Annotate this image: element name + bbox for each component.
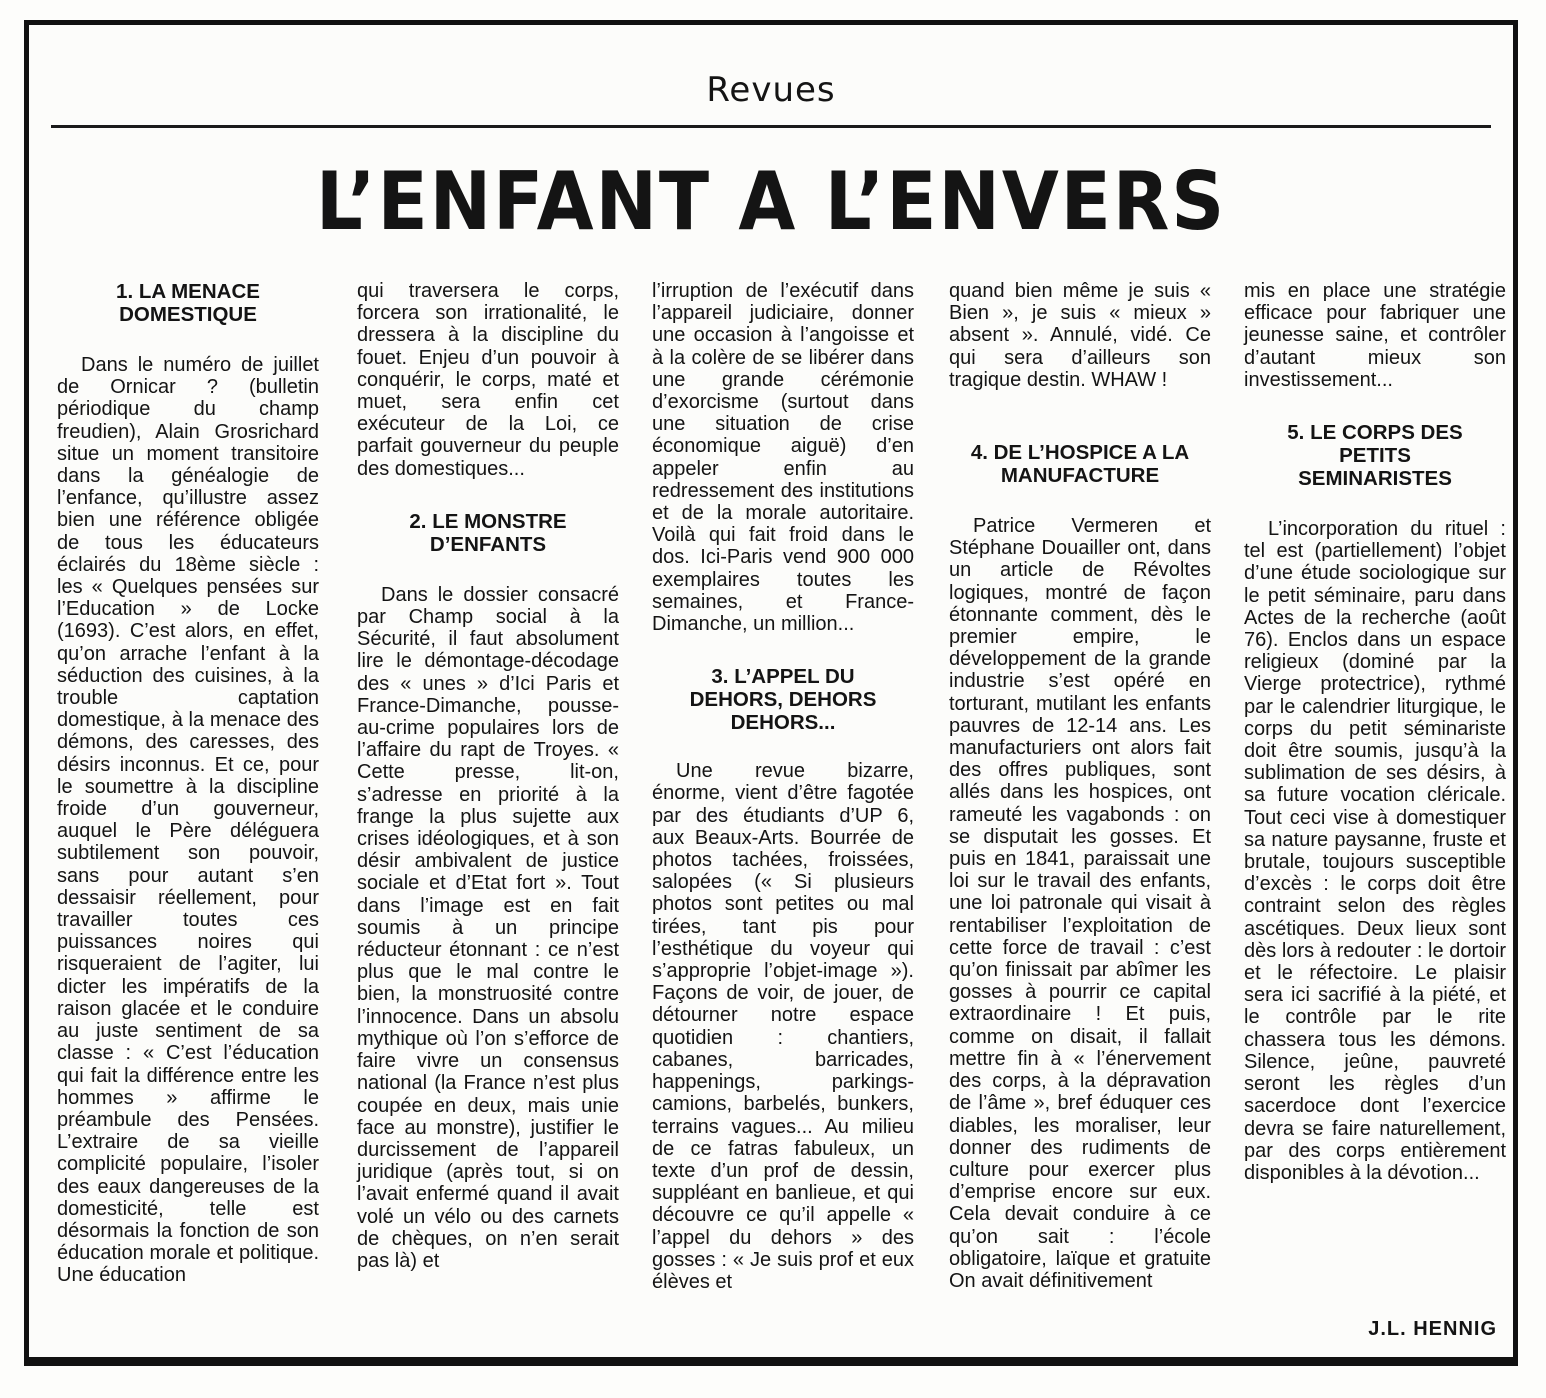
column-3 <box>652 280 914 1293</box>
header-rule <box>51 125 1491 128</box>
heading-4: 4. DE L’HOSPICE A LA MANUFACTURE <box>970 441 1190 488</box>
paragraph: quand bien même je suis « Bien », je suis « mieux » absent ». Annulé, vidé. Ce qui sera d’ailleurs son tragique destin. WHAW ! <box>949 280 1211 391</box>
section-label: Revues <box>706 70 836 110</box>
paragraph: l’irruption de l’exécutif dans l’appareil judiciaire, donner une occasion à l’angoisse et à la colère de se libérer dans une grande cérémonie d’exorcisme (surtout dans une situation de crise économique aiguë) d’en appeler enfin au redressement des institutions et de la morale autoritaire. Voilà qui fait froid dans le dos. Ici-Paris vend 900 000 exemplaires toutes les semaines, et France-Dimanche, un million... <box>652 280 914 636</box>
paragraph: L’incorporation du rituel : tel est (partiellement) l’objet d’une étude sociologique sur le petit séminaire, paru dans Actes de la recherche (août 76). Enclos dans un espace religieux (dominé par la Vierge protectrice), rythmé par le calendrier liturgique, le corps du petit séminariste doit être soumis, jusqu’à la sublimation de ses désirs, à sa future vocation cléricale. Tout ceci vise à domestiquer sa nature paysanne, fruste et brutale, toujours susceptible d’excès : le corps doit être contraint selon des règles ascétiques. Deux lieux sont dès lors à redouter : le dortoir et le réfectoire. Le plaisir sera ici sacrifié à la piété, et le contrôle par le rite chassera tous les démons. Silence, jeûne, pauvreté seront les règles d’un sacerdoce dont l’exercice devra se faire naturellement, par des corps entièrement disponibles à la dévotion... <box>1244 518 1506 1184</box>
article-frame <box>24 20 1518 1366</box>
heading-3: 3. L’APPEL DU DEHORS, DEHORS DEHORS... <box>689 665 877 735</box>
author-signature: J.L. HENNIG <box>1368 1318 1497 1340</box>
paragraph: qui traversera le corps, forcera son irrationalité, le dressera à la discipline du fouet. Enjeu d’un pouvoir à conquérir, le corps, maté et muet, sera enfin cet exécuteur de la Loi, ce parfait gouverneur du peuple des domestiques... <box>357 280 619 480</box>
column-5 <box>1244 280 1506 1184</box>
column-2 <box>357 280 619 1272</box>
column-4 <box>949 280 1211 1292</box>
heading-2: 2. LE MONSTRE D’ENFANTS <box>409 509 567 556</box>
heading-5: 5. LE CORPS DES PETITS SEMINARISTES <box>1287 421 1463 491</box>
paragraph: Patrice Vermeren et Stéphane Douailler ont, dans un article de Révoltes logiques, montré de façon étonnante comment, dès le premier empire, le développement de la grande industrie s’est opéré en torturant, mutilant les enfants pauvres de 12-14 ans. Les manufacturiers ont alors fait des offres publiques, sont allés dans les hospices, ont rameuté les vagabonds : on se disputait les gosses. Et puis en 1841, paraissait une loi sur le travail des enfants, une loi patronale qui visait à rentabiliser l’exploitation de cette force de travail : c’est qu’on finissait par abîmer les gosses à pourrir ce capital extraordinaire ! Et puis, comme on disait, il fallait mettre fin à « l’énervement des corps, à la dépravation de l’âme », bref éduquer ces diables, les moraliser, leur donner des rudiments de culture pour exercer plus d’emprise encore sur eux. Cela devait conduire à ce qu’on sait : l’école obligatoire, laïque et gratuite On avait définitivement <box>949 515 1211 1292</box>
paragraph: Dans le numéro de juillet de Ornicar ? (bulletin périodique du champ freudien), Alain Grosrichard situe un moment transitoire dans la généalogie de l’enfance, qu’illustre assez bien une référence obligée de tous les éducateurs éclairés du 18ème siècle : les « Quelques pensées sur l’Education » de Locke (1693). C’est alors, en effet, qu’on arrache l’enfant à la séduction des cuisines, à la trouble captation domestique, à la menace des démons, des caresses, des désirs inconnus. Et ce, pour le soumettre à la discipline froide d’un gouverneur, auquel le Père déléguera subtilement son pouvoir, sans pour autant s’en dessaisir réellement, pour travailler toutes ces puissances noires qui risqueraient de l’agiter, lui dicter les impératifs de la raison glacée et le conduire au juste sentiment de sa classe : « C’est l’éducation qui fait la différence entre les hommes » affirme le préambule des Pensées. L’extraire de sa vieille complicité populaire, l’isoler des eaux dangereuses de la domesticité, telle est désormais la fonction de son éducation morale et politique. Une éducation <box>57 354 319 1287</box>
column-1 <box>57 280 319 1287</box>
headline: L’ENFANT A L’ENVERS <box>315 155 1227 248</box>
paragraph: Dans le dossier consacré par Champ social à la Sécurité, il faut absolument lire le démontage-décodage des « unes » d’Ici Paris et France-Dimanche, pousse-au-crime populaires lors de l’affaire du rapt de Troyes. « Cette presse, lit-on, s’adresse en priorité à la frange la plus sujette aux crises idéologiques, et à son désir ambivalent de justice sociale et d’Etat fort ». Tout dans l’image est en fait soumis à un principe réducteur étonnant : ce n’est plus que le mal contre le bien, la monstruosité contre l’innocence. Dans un absolu mythique où l’on s’efforce de faire vivre un consensus national (la France n’est plus coupée en deux, mais unie face au monstre), justifier le durcissement de l’appareil juridique (après tout, si on l’avait enfermé quand il avait volé un vélo ou des carnets de chèques, on n’en serait pas là) et <box>357 583 619 1272</box>
heading-1: 1. LA MENACE DOMESTIQUE <box>116 280 260 326</box>
paragraph: mis en place une stratégie efficace pour fabriquer une jeunesse saine, et contrôler d’autant mieux son investissement... <box>1244 280 1506 391</box>
paragraph: Une revue bizarre, énorme, vient d’être fagotée par des étudiants d’UP 6, aux Beaux-Arts. Bourrée de photos tachées, froissées, salopées (« Si plusieurs photos sont petites ou mal tirées, tant pis pour l’esthétique du voyeur qui s’approprie l’objet-image »). Façons de voir, de jouer, de détourner notre espace quotidien : chantiers, cabanes, barricades, happenings, parkings-camions, barbelés, bunkers, terrains vagues... Au milieu de ce fatras fabuleux, un texte d’un prof de dessin, suppléant en banlieue, et qui découvre ce qu’il appelle « l’appel du dehors » des gosses : « Je suis prof et eux élèves et <box>652 760 914 1293</box>
